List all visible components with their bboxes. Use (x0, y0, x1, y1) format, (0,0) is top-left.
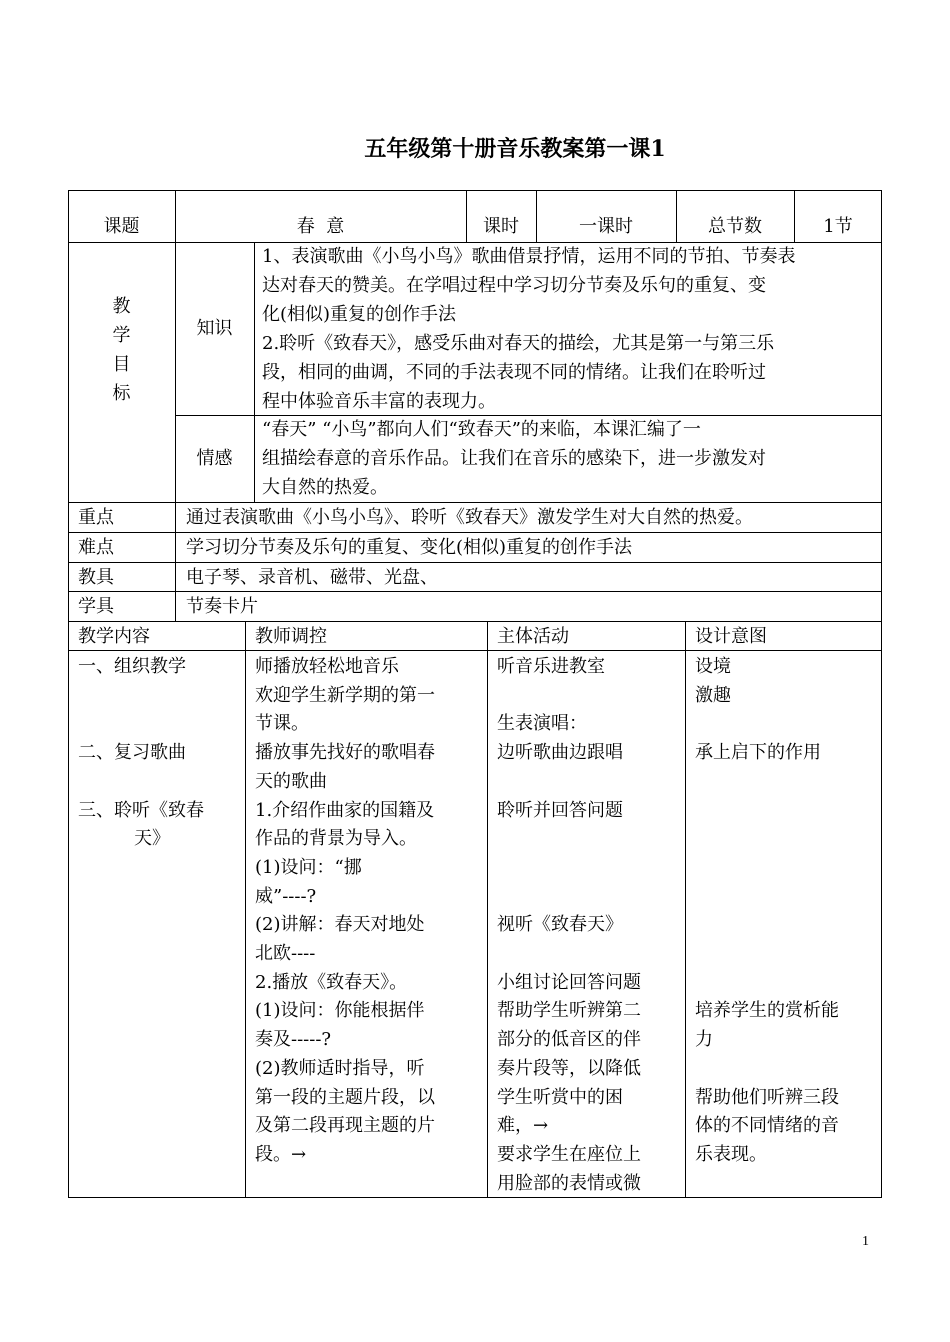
page-number: 1 (862, 1234, 869, 1249)
teacher-line: 北欧---- (255, 943, 316, 964)
difficulty-value: 学习切分节奏及乐句的重复、变化(相似)重复的创作手法 (186, 537, 633, 558)
teacher-line: 播放事先找好的歌唱春 (255, 742, 435, 764)
knowledge-line: 1、表演歌曲《小鸟小鸟》歌曲借景抒情，运用不同的节拍、节奏表 (262, 246, 796, 267)
teacher-line: 节课。 (255, 713, 309, 735)
knowledge-line: 程中体验音乐丰富的表现力。 (262, 391, 496, 412)
teacher-line: (2)讲解：春天对地处 (255, 914, 425, 936)
teacher-line: 段。→ (255, 1143, 307, 1165)
key-point-value: 通过表演歌曲《小鸟小鸟》、聆听《致春天》激发学生对大自然的热爱。 (186, 507, 753, 528)
goals-label (68, 292, 175, 408)
teacher-line: 师播放轻松地音乐 (255, 656, 399, 677)
goals-label-char: 标 (112, 383, 131, 404)
content-item: 一、组织教学 (78, 656, 186, 677)
topic-value: 春 意 (296, 216, 345, 237)
goals-label-char: 教 (112, 296, 131, 317)
total-label: 总节数 (708, 216, 762, 237)
period-value: 一课时 (579, 216, 633, 237)
activity-line: 边听歌曲边跟唱 (497, 742, 623, 764)
emotion-text (262, 415, 766, 502)
key-point-label: 重点 (78, 507, 114, 528)
teacher-line: 威”----? (255, 885, 317, 907)
goals-label-char: 学 (112, 325, 131, 346)
emotion-line: 大自然的热爱。 (262, 477, 388, 498)
goals-label-char: 目 (112, 354, 131, 375)
activity-line: 用脸部的表情或微 (497, 1172, 641, 1194)
total-value: 1节 (823, 216, 853, 237)
content-item: 二、复习歌曲 (78, 742, 186, 764)
activity-line: 部分的低音区的伴 (497, 1029, 641, 1051)
content-item: 三、聆听《致春 (78, 799, 204, 821)
knowledge-label: 知识 (196, 318, 233, 339)
activity-line: 聆听并回答问题 (497, 799, 623, 821)
teacher-line: 1.介绍作曲家的国籍及 (255, 799, 435, 821)
activity-line: 要求学生在座位上 (497, 1143, 641, 1165)
intent-line: 承上启下的作用 (695, 742, 821, 764)
teacher-line: 2.播放《致春天》。 (255, 971, 408, 993)
teacher-line: 欢迎学生新学期的第一 (255, 684, 435, 706)
teacher-line: 第一段的主题片段，以 (255, 1086, 435, 1108)
teacher-line: (2)教师适时指导，听 (255, 1057, 425, 1079)
intent-line: 激趣 (695, 684, 731, 706)
topic-label: 课题 (103, 216, 140, 237)
learning-aids-value: 节奏卡片 (186, 596, 258, 617)
intent-line: 力 (695, 1029, 713, 1051)
intent-line: 体的不同情绪的音 (695, 1115, 839, 1137)
teacher-line: 及第二段再现主题的片 (255, 1115, 435, 1137)
emotion-line: “春天” “小鸟”都向人们“致春天”的来临，本课汇编了一 (262, 419, 701, 440)
teaching-aids-value: 电子琴、录音机、磁带、光盘、 (186, 567, 438, 588)
learning-aids-label: 学具 (78, 596, 114, 617)
plan-header-activity: 主体活动 (497, 626, 569, 647)
teacher-line: 奏及-----? (255, 1029, 332, 1051)
plan-header-intent: 设计意图 (695, 626, 767, 647)
knowledge-line: 化(相似)重复的创作手法 (262, 304, 457, 325)
plan-header-content: 教学内容 (78, 626, 150, 647)
period-label: 课时 (483, 216, 519, 237)
teaching-aids-label: 教具 (78, 567, 114, 588)
activity-line: 帮助学生听辨第二 (497, 1000, 641, 1022)
activity-line: 学生听赏中的困 (497, 1086, 623, 1108)
difficulty-label: 难点 (78, 537, 114, 558)
activity-line: 听音乐进教室 (497, 656, 605, 677)
knowledge-line: 2.聆听《致春天》，感受乐曲对春天的描绘，尤其是第一与第三乐 (262, 333, 775, 354)
content-item: 天》 (134, 828, 170, 850)
intent-line: 帮助他们听辨三段 (695, 1086, 839, 1108)
intent-line: 设境 (695, 656, 731, 677)
teacher-line: 作品的背景为导入。 (255, 828, 417, 850)
teacher-line: 天的歌曲 (255, 770, 327, 792)
activity-line: 难，→ (497, 1115, 549, 1137)
teacher-line: (1)设问：你能根据伴 (255, 1000, 425, 1022)
intent-line: 培养学生的赏析能 (695, 1000, 839, 1022)
emotion-label: 情感 (196, 448, 233, 469)
knowledge-line: 段，相同的曲调，不同的手法表现不同的情绪。让我们在聆听过 (262, 362, 766, 383)
emotion-line: 组描绘春意的音乐作品。让我们在音乐的感染下，进一步激发对 (262, 448, 766, 469)
teacher-line: (1)设问：“挪 (255, 856, 362, 878)
intent-line: 乐表现。 (695, 1143, 767, 1165)
activity-line: 小组讨论回答问题 (497, 971, 641, 993)
activity-line: 生表演唱： (497, 713, 587, 735)
activity-line: 视听《致春天》 (497, 914, 623, 936)
activity-line: 奏片段等，以降低 (497, 1057, 641, 1079)
plan-header-teacher: 教师调控 (255, 626, 327, 647)
page-title: 五年级第十册音乐教案第一课1 (364, 136, 666, 162)
knowledge-line: 达对春天的赞美。在学唱过程中学习切分节奏及乐句的重复、变 (262, 275, 766, 296)
knowledge-text (262, 242, 795, 416)
